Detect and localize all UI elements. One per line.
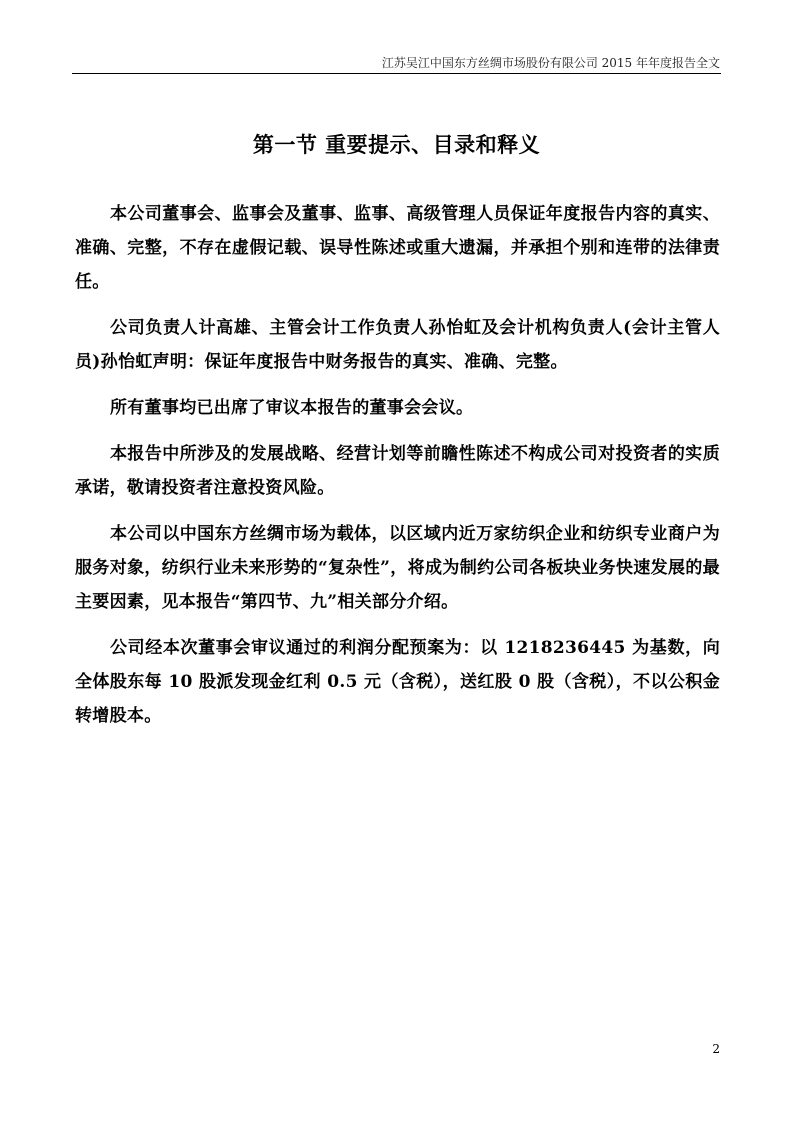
paragraph-business-risk: 本公司以中国东方丝绸市场为载体，以区域内近万家纺织企业和纺织专业商户为服务对象，纺织行业未来形势的“复杂性”，将成为制约公司各板块业务快速发展的最主要因素，见本报告“第四节、九”相关部分介绍。 [75,524,720,612]
paragraph-responsibility-statement: 本公司董事会、监事会及董事、监事、高级管理人员保证年度报告内容的真实、准确、完整，不存在虚假记载、误导性陈述或重大遗漏，并承担个别和连带的法律责任。 [75,204,720,292]
page-number: 2 [712,1042,720,1056]
paragraph-profit-distribution: 公司经本次董事会审议通过的利润分配预案为：以 1218236445 为基数，向全体股东每 10 股派发现金红利 0.5 元（含税），送红股 0 股（含税），不以公积金转增股本。 [75,638,720,726]
body-content [75,197,720,745]
paragraph-forward-looking-risk: 本报告中所涉及的发展战略、经营计划等前瞻性陈述不构成公司对投资者的实质承诺，敬请投资者注意投资风险。 [75,444,720,498]
header-divider [72,73,721,74]
running-header: 江苏吴江中国东方丝绸市场股份有限公司 2015 年年度报告全文 [381,56,720,70]
paragraph-board-attendance: 所有董事均已出席了审议本报告的董事会会议。 [110,398,474,418]
section-title: 第一节 重要提示、目录和释义 [252,132,541,157]
paragraph-financial-declaration: 公司负责人计高雄、主管会计工作负责人孙怡虹及会计机构负责人(会计主管人员)孙怡虹声明：保证年度报告中财务报告的真实、准确、完整。 [75,318,720,372]
